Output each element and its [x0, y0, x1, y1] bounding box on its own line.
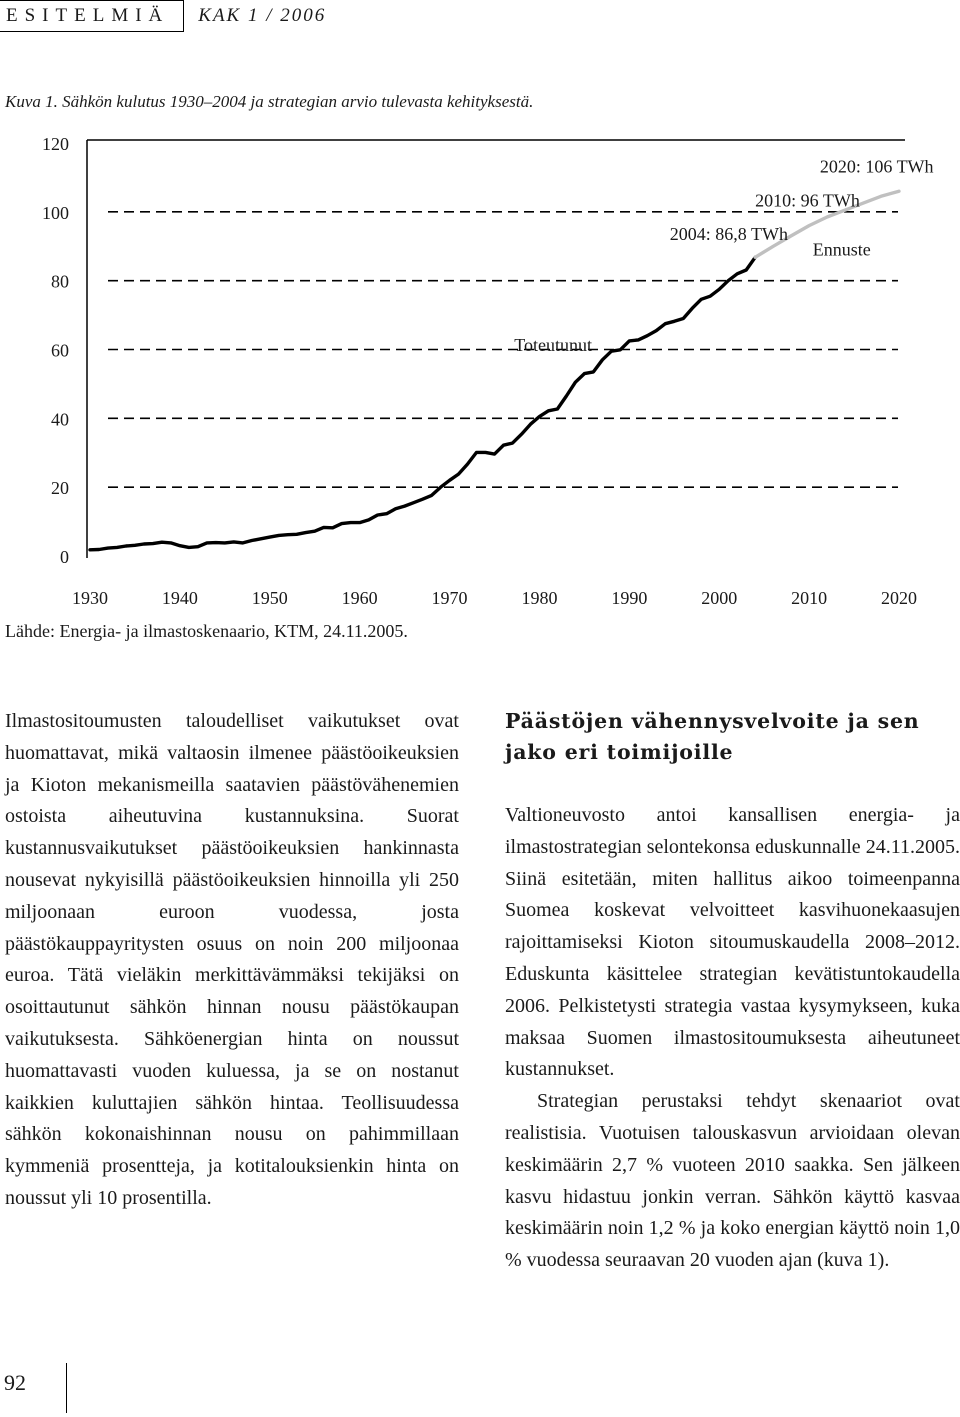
y-tick-label: 100	[42, 202, 69, 223]
section-label: ESITELMIÄ	[0, 0, 184, 32]
chart-annotation: 2010: 96 TWh	[755, 190, 860, 211]
y-tick-label: 20	[51, 478, 69, 499]
x-tick-label: 2000	[701, 588, 738, 608]
x-tick-label: 2010	[791, 588, 828, 608]
y-tick-label: 60	[51, 340, 69, 361]
figure-source: Lähde: Energia- ja ilmastoskenaario, KTM, 24.11.2005.	[5, 621, 408, 641]
body-paragraph: Valtioneuvosto antoi kansallisen energia- ja ilmastostrategian selontekonsa eduskunnalle 24.11.2005. Siinä esitetään, miten hallitus aikoo toimeenpanna Suomea koskevat velvoitteet kasvihuonekaasujen rajoittamiseksi Kioton sitoumuskaudella 2008–2012. Eduskunta käsittelee strategian kevätistuntokaudella 2006. Pelkistetysti strategia vastaa kysymykseen, kuka maksaa Suomen ilmastositoumuksesta aiheutuneet kustannukset.	[505, 804, 960, 1081]
issue-label: KAK 1 / 2006	[198, 5, 327, 26]
y-tick-label: 40	[51, 409, 69, 430]
left-column	[5, 706, 459, 1215]
x-tick-label: 1950	[251, 588, 288, 608]
page-divider	[66, 1363, 67, 1413]
chart-annotation: 2004: 86,8 TWh	[669, 224, 788, 245]
chart-annotation: Ennuste	[812, 239, 871, 260]
x-tick-label: 1990	[611, 588, 648, 608]
page-number: 92	[4, 1370, 26, 1395]
x-tick-label: 1960	[341, 588, 378, 608]
section-heading: Päästöjen vähennysvelvoite ja sen jako eri toimijoille	[505, 709, 920, 764]
x-tick-label: 2020	[881, 588, 917, 608]
consumption-line-chart	[0, 125, 960, 617]
right-column	[505, 800, 960, 1277]
y-tick-label: 0	[60, 547, 69, 567]
chart-annotation: 2020: 106 TWh	[819, 156, 934, 177]
x-tick-label: 1970	[431, 588, 468, 608]
body-paragraph: Ilmastositoumusten taloudelliset vaikutukset ovat huomattavat, mikä valtaosin ilmenee päästöoikeuksien ja Kioton mekanismeilla saatavien päästövähenemien ostoista aiheutuvina kustannuksina. Suorat kustannusvaikutukset päästöoikeuksien hankinnasta nousevat nykyisillä päästöoikeuksien hinnoilla yli 250 miljoonaan euroon vuodessa, josta päästökauppayritysten osuus on noin 200 miljoonaa euroa. Tätä vieläkin merkittävämmäksi tekijäksi on osoittautunut sähkön hinnan nousu päästökaupan vaikutuksesta. Sähköenergian hinta on noussut huomattavasti vuoden kuluessa, ja se on nostanut kaikkien kuluttajien sähkön hintaa. Teollisuudessa sähkön kokonaishinnan nousu on pahimmillaan kymmeniä prosentteja, ja kotitalouksienkin hinta on noussut yli 10 prosentilla.	[5, 710, 459, 1209]
x-tick-label: 1980	[521, 588, 558, 608]
chart-annotation: Toteutunut	[514, 334, 593, 355]
y-tick-label: 120	[42, 134, 69, 154]
x-tick-label: 1940	[161, 588, 198, 608]
y-tick-label: 80	[51, 271, 69, 292]
figure-caption: Kuva 1. Sähkön kulutus 1930–2004 ja strategian arvio tulevasta kehityksestä.	[5, 92, 534, 111]
body-paragraph: Strategian perustaksi tehdyt skenaariot ovat realistisia. Vuotuisen talouskasvun arvioidaan olevan keskimäärin 2,7 % vuoteen 2010 saakka. Sen jälkeen kasvu hidastuu jonkin verran. Sähkön käyttö kasvaa keskimäärin noin 1,2 % ja koko energian käyttö noin 1,0 % vuodessa seuraavan 20 vuoden ajan (kuva 1).	[505, 1090, 960, 1272]
x-tick-label: 1930	[72, 588, 108, 608]
running-header	[0, 0, 326, 32]
actual-series-line	[90, 257, 755, 550]
